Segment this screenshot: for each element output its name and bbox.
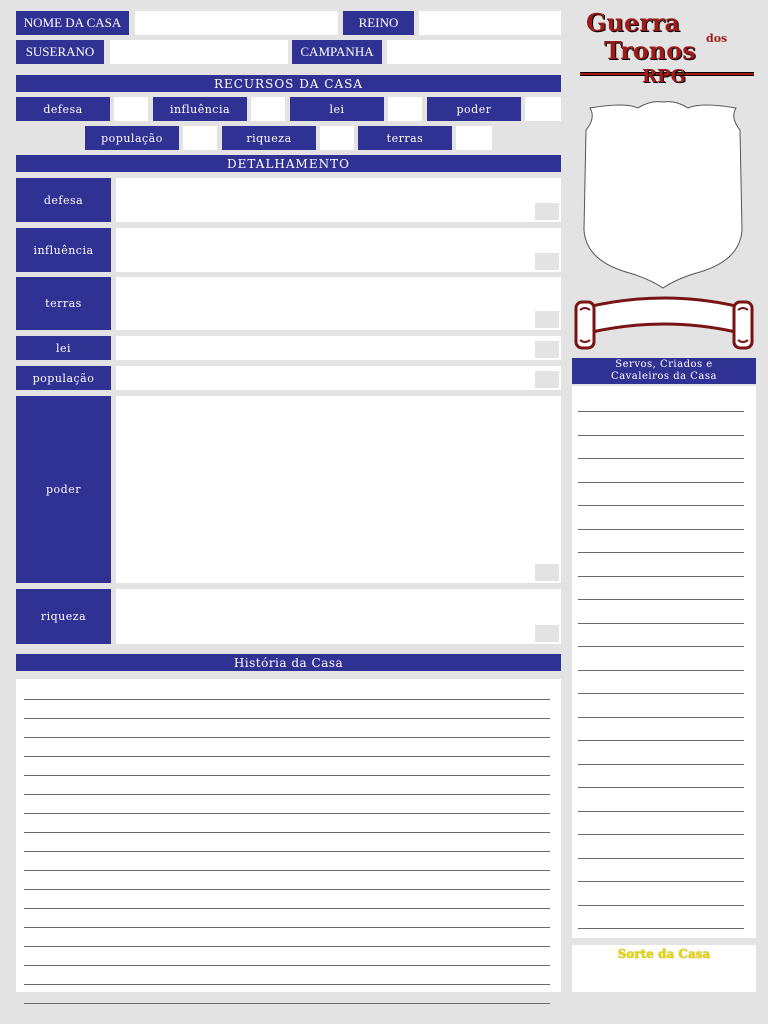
logo-line1: Guerra: [586, 8, 681, 37]
servos-field[interactable]: [572, 386, 756, 938]
historia-writing-line: [24, 965, 550, 966]
logo-line2: Tronos: [604, 36, 696, 65]
recurso-defesa-label: defesa: [16, 97, 110, 121]
det-defesa-score[interactable]: [535, 203, 559, 220]
servos-writing-line: [578, 811, 744, 812]
servos-writing-line: [578, 881, 744, 882]
sorte-box[interactable]: [572, 945, 756, 992]
logo-line3: RPG: [642, 66, 686, 87]
servos-writing-line: [578, 411, 744, 412]
historia-writing-line: [24, 984, 550, 985]
servos-title-line2: Cavaleiros da Casa: [611, 371, 717, 382]
recurso-defesa-field[interactable]: [114, 97, 148, 121]
historia-writing-line: [24, 832, 550, 833]
servos-writing-line: [578, 552, 744, 553]
det-populacao-label: população: [16, 366, 111, 390]
historia-writing-line: [24, 851, 550, 852]
reino-label: REINO: [343, 11, 414, 35]
nome-da-casa-field[interactable]: [135, 11, 338, 35]
shield-icon: [580, 100, 746, 290]
historia-writing-line: [24, 718, 550, 719]
historia-writing-line: [24, 775, 550, 776]
det-terras-label: terras: [16, 277, 111, 330]
logo: [578, 6, 758, 90]
servos-writing-line: [578, 717, 744, 718]
det-lei-score[interactable]: [535, 341, 559, 358]
recurso-populacao-field[interactable]: [183, 126, 217, 150]
suserano-label: SUSERANO: [16, 40, 104, 64]
historia-writing-line: [24, 908, 550, 909]
servos-writing-line: [578, 435, 744, 436]
historia-writing-line: [24, 756, 550, 757]
servos-writing-line: [578, 787, 744, 788]
det-riqueza-score[interactable]: [535, 625, 559, 642]
servos-writing-line: [578, 834, 744, 835]
detalhamento-title: DETALHAMENTO: [16, 155, 561, 172]
servos-writing-line: [578, 693, 744, 694]
historia-writing-line: [24, 699, 550, 700]
det-populacao-score[interactable]: [535, 371, 559, 388]
suserano-field[interactable]: [110, 40, 288, 64]
servos-writing-line: [578, 905, 744, 906]
nome-da-casa-label: NOME DA CASA: [16, 11, 129, 35]
det-lei-label: lei: [16, 336, 111, 360]
recursos-title: RECURSOS DA CASA: [16, 75, 561, 92]
recurso-terras-label: terras: [358, 126, 452, 150]
det-lei-field[interactable]: [116, 336, 561, 360]
recurso-riqueza-label: riqueza: [222, 126, 316, 150]
recurso-poder-field[interactable]: [525, 97, 561, 121]
det-riqueza-label: riqueza: [16, 589, 111, 644]
servos-writing-line: [578, 928, 744, 929]
det-terras-score[interactable]: [535, 311, 559, 328]
historia-writing-line: [24, 946, 550, 947]
historia-title: História da Casa: [16, 654, 561, 671]
logo-line1b: dos: [706, 32, 728, 45]
servos-writing-line: [578, 482, 744, 483]
det-influencia-field[interactable]: [116, 228, 561, 272]
servos-writing-line: [578, 858, 744, 859]
recurso-influencia-field[interactable]: [251, 97, 285, 121]
recurso-terras-field[interactable]: [456, 126, 492, 150]
historia-field[interactable]: [16, 679, 561, 992]
servos-writing-line: [578, 576, 744, 577]
recurso-lei-field[interactable]: [388, 97, 422, 121]
recurso-riqueza-field[interactable]: [320, 126, 354, 150]
det-defesa-field[interactable]: [116, 178, 561, 222]
det-poder-label: poder: [16, 396, 111, 583]
campanha-field[interactable]: [387, 40, 561, 64]
campanha-label: CAMPANHA: [292, 40, 382, 64]
recurso-influencia-label: influência: [153, 97, 247, 121]
historia-writing-line: [24, 794, 550, 795]
recurso-poder-label: poder: [427, 97, 521, 121]
sorte-title: Sorte da Casa: [617, 947, 711, 961]
historia-writing-line: [24, 737, 550, 738]
det-influencia-label: influência: [16, 228, 111, 272]
servos-title: [572, 358, 756, 384]
servos-writing-line: [578, 623, 744, 624]
banner-scroll-icon: [572, 292, 756, 354]
det-riqueza-field[interactable]: [116, 589, 561, 644]
det-terras-field[interactable]: [116, 277, 561, 330]
servos-writing-line: [578, 670, 744, 671]
recurso-populacao-label: população: [85, 126, 179, 150]
historia-writing-line: [24, 813, 550, 814]
servos-writing-line: [578, 599, 744, 600]
servos-writing-line: [578, 740, 744, 741]
servos-writing-line: [578, 505, 744, 506]
reino-field[interactable]: [419, 11, 561, 35]
historia-writing-line: [24, 870, 550, 871]
historia-writing-line: [24, 927, 550, 928]
det-influencia-score[interactable]: [535, 253, 559, 270]
historia-writing-line: [24, 1003, 550, 1004]
det-populacao-field[interactable]: [116, 366, 561, 390]
det-poder-score[interactable]: [535, 564, 559, 581]
servos-writing-line: [578, 529, 744, 530]
recurso-lei-label: lei: [290, 97, 384, 121]
det-poder-field[interactable]: [116, 396, 561, 583]
servos-title-line1: Servos, Criados e: [615, 359, 713, 370]
det-defesa-label: defesa: [16, 178, 111, 222]
servos-writing-line: [578, 646, 744, 647]
servos-writing-line: [578, 458, 744, 459]
historia-writing-line: [24, 889, 550, 890]
servos-writing-line: [578, 764, 744, 765]
